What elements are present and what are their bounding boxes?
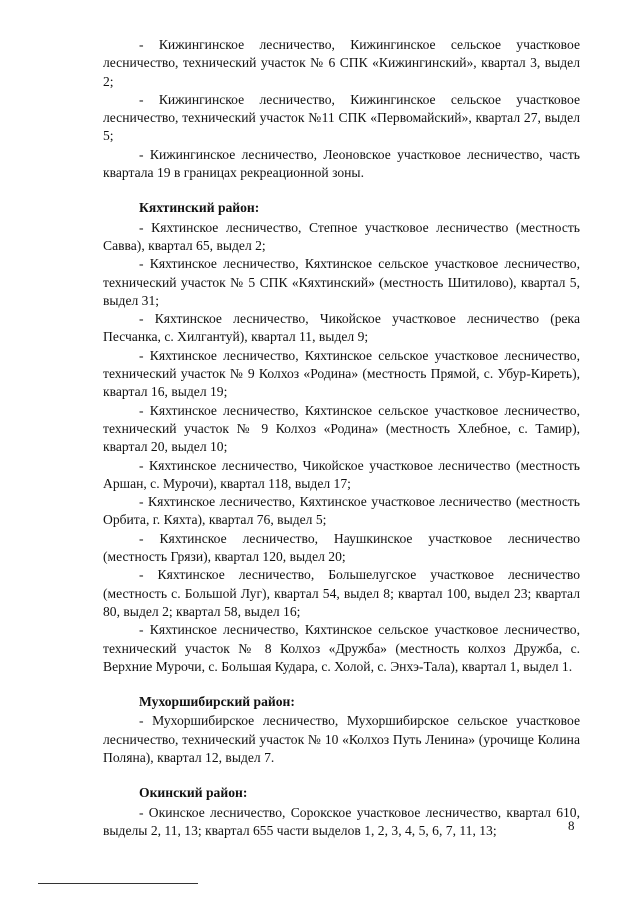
section-heading: Кяхтинский район: [139,200,260,216]
list-item: - Кяхтинское лесничество, Наушкинское участковое лесничество (местность Грязи), квартал 120, выдел 20; [103,530,580,565]
list-item: - Кяхтинское лесничество, Кяхтинское сельское участковое лесничество, технический участок № 9 Колхоз «Родина» (местность Хлебное, с. Тамир), квартал 20, выдел 10; [103,402,580,455]
footer-divider [38,883,198,884]
list-item: - Мухоршибирское лесничество, Мухоршибирское сельское участковое лесничество, технический участок № 10 «Колхоз Путь Ленина» (урочище Колина Поляна), квартал 12, выдел 7. [103,713,580,765]
list-item: - Кяхтинское лесничество, Кяхтинское сельское участковое лесничество, технический участок № 9 Колхоз «Родина» (местность Прямой, с. Убур-Киреть), квартал 16, выдел 19; [103,347,580,400]
section-heading: Мухоршибирский район: [139,694,295,710]
list-item: - Кяхтинское лесничество, Кяхтинское участковое лесничество (местность Орбита, г. Кяхта), квартал 76, выдел 5; [103,494,580,528]
list-item: - Кижингинское лесничество, Кижингинское сельское участковое лесничество, технический участок №11 СПК «Первомайский», квартал 27, выдел 5; [103,91,580,144]
list-item: - Кяхтинское лесничество, Кяхтинское сельское участковое лесничество, технический участок № 8 Колхоз «Дружба» (местность колхоз Дружба, с. Верхние Мурочи, с. Большая Кудара, с. Холой, с. Энхэ-Тала), квартал 1, выдел 1. [103,622,580,674]
section-kizhinginsky-continued [103,36,580,182]
list-item: - Кяхтинское лесничество, Чикойское участковое лесничество (река Песчанка, с. Хилгантуй), квартал 11, выдел 9; [103,311,580,345]
list-item: - Кяхтинское лесничество, Степное участковое лесничество (местность Савва), квартал 65, выдел 2; [103,219,580,253]
list-item: - Кяхтинское лесничество, Большелугское участковое лесничество (местность с. Большой Луг), квартал 54, выдел 8; квартал 100, выдел 23; квартал 80, выдел 2; квартал 58, выдел 16; [103,567,580,619]
document-body [103,36,580,840]
section-kyakhtinsky [103,199,580,676]
list-item: - Кижингинское лесничество, Кижингинское сельское участковое лесничество, технический участок № 6 СПК «Кижингинский», квартал 3, выдел 2; [103,37,580,89]
list-item: - Кяхтинское лесничество, Кяхтинское сельское участковое лесничество, технический участок № 5 СПК «Кяхтинский» (местность Шитилово), квартал 5, выдел 31; [103,256,580,308]
section-heading: Окинский район: [139,785,248,801]
list-item: - Кяхтинское лесничество, Чикойское участковое лесничество (местность Аршан, с. Мурочи), квартал 118, выдел 17; [103,457,580,491]
page-number: 8 [568,818,575,833]
list-item: - Кижингинское лесничество, Леоновское участковое лесничество, часть квартала 19 в границах рекреационной зоны. [103,146,580,181]
section-mukhorshibirsky [103,693,580,767]
list-item: - Окинское лесничество, Сорокское участковое лесничество, квартал 610, выделы 2, 11, 13; квартал 655 части выделов 1, 2, 3, 4, 5, 6, 7, 11, 13; [103,804,580,838]
section-okinsky [103,784,580,840]
